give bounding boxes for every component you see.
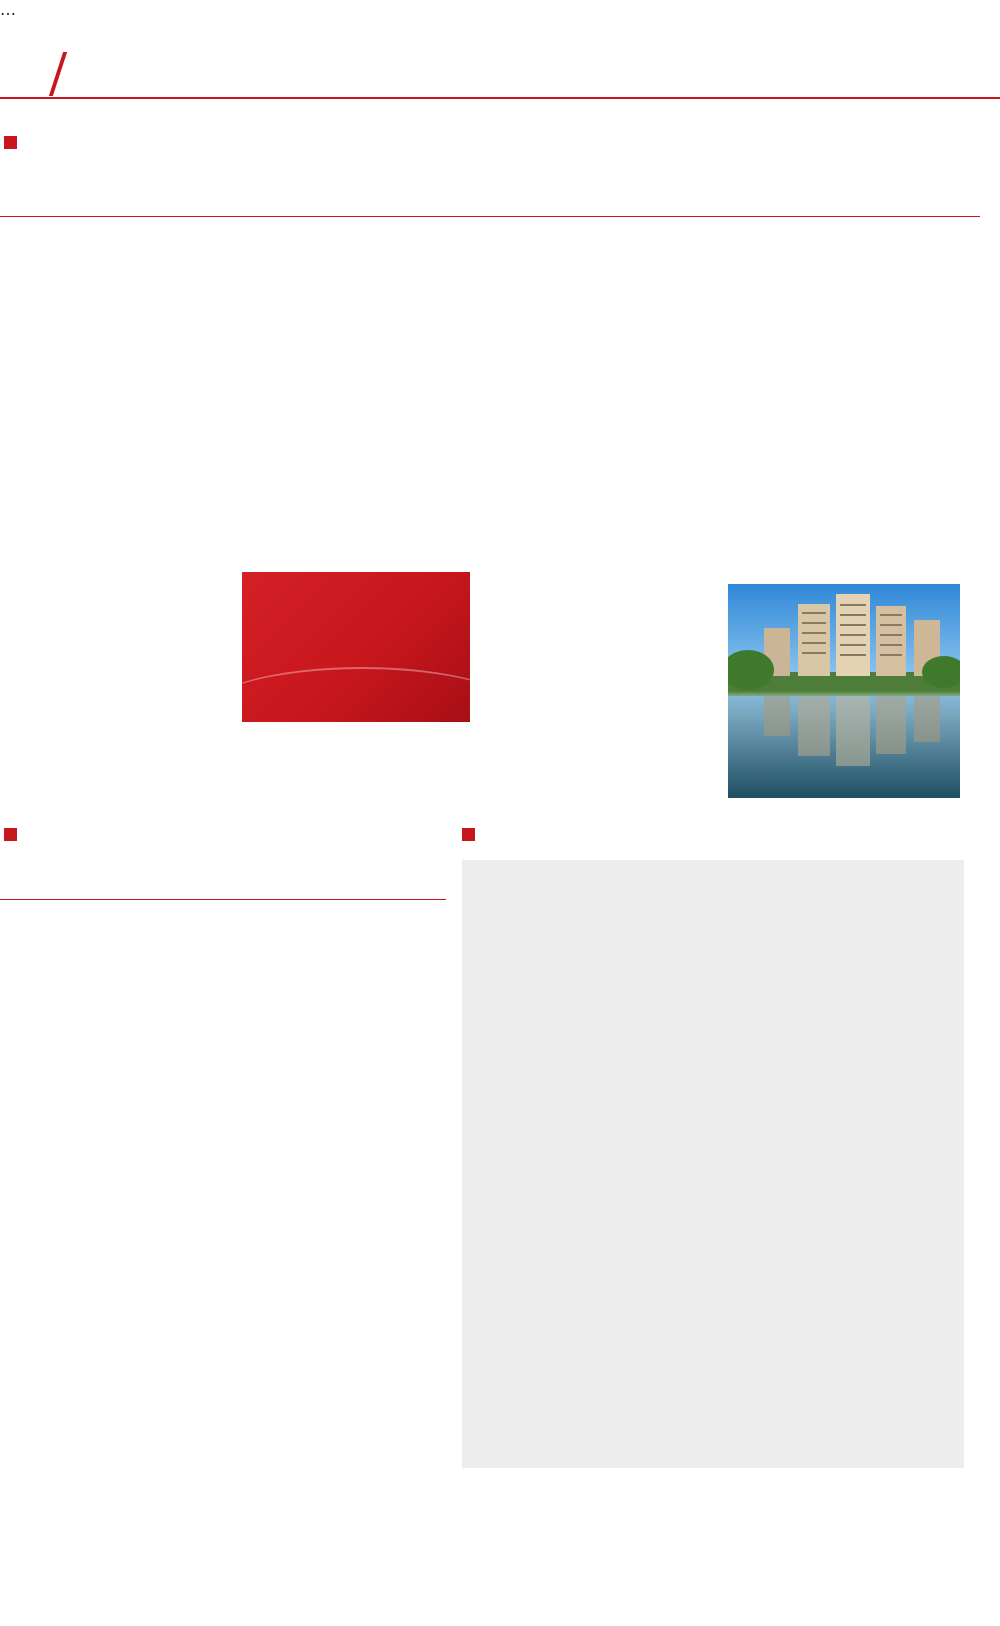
section-label-growth <box>4 828 27 841</box>
red-square-icon <box>462 828 475 841</box>
red-square-icon <box>4 828 17 841</box>
letter-right-col <box>724 932 938 1428</box>
article2-col1 <box>2 904 214 1460</box>
masthead-slash-icon <box>49 52 67 96</box>
masthead-rule <box>0 97 1000 99</box>
article2-col2 <box>228 904 440 1438</box>
article1-col4 <box>728 228 960 578</box>
article1-col2 <box>242 228 470 568</box>
buildings-illustration-icon <box>728 584 960 798</box>
section-label-xinyou-view <box>4 136 27 149</box>
article1-col1 <box>2 228 228 798</box>
section2-rule <box>0 899 446 900</box>
banner-light-curve <box>242 667 470 722</box>
annual-meeting-banner <box>242 572 470 722</box>
residential-buildings-photo <box>728 584 960 798</box>
red-square-icon <box>4 136 17 149</box>
article1-col3 <box>485 228 713 798</box>
letter-left-col <box>490 932 704 1452</box>
letter-panel <box>462 860 964 1468</box>
section-label-family-letter <box>462 828 485 841</box>
article1-col2b <box>242 730 470 800</box>
section1-rule <box>0 216 980 217</box>
masthead <box>0 0 1000 110</box>
